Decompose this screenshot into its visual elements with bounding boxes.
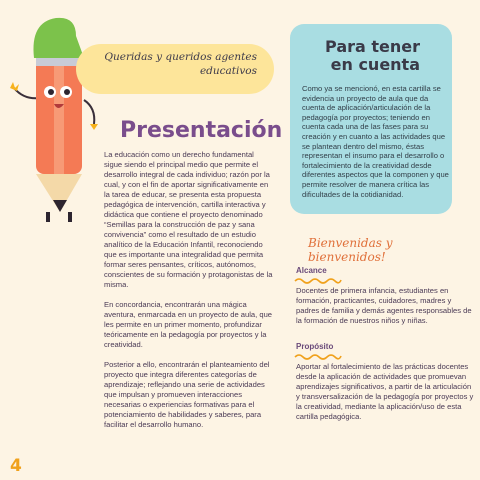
presentation-paragraph-2: En concordancia, encontrarán una mágica aventura, enmarcada en un proyecto de aula, que les permite en un primer momento, profundizar teóricamente en la pedagogía por proyectos y la creatividad. <box>104 300 273 349</box>
purpose-text: Aportar al fortalecimiento de las prácticas docentes desde la aplicación de actividades que promuevan aprendizajes significativos, a partir de la articulación y transversalización de la pedagogía por proyectos y la creatividad, mediante la aplicación/uso de esta cartilla pedagógica. <box>296 362 474 421</box>
note-card-title-line-2: en cuenta <box>330 55 420 74</box>
note-card-title <box>300 38 420 74</box>
purpose-label: Propósito <box>296 342 334 351</box>
greeting-line-2: educativos <box>199 65 257 77</box>
note-card-text: Como ya se mencionó, en esta cartilla se evidencia un proyecto de aula que da cuenta de aplicación/articulación de la pedagogía por proyectos; teniendo en cuenta cada una de las fases para su creación y en cuanto a las actividades que se plantean dentro del mismo, éstas representan el insumo para el desarrollo o fortalecimiento de la creatividad desde diferentes aspectos que la componen y que permite resolver de manera crítica las dificultades de la cotidianidad. <box>302 84 449 199</box>
pencil-mascot-illustration <box>0 0 110 230</box>
scope-label: Alcance <box>296 266 327 275</box>
presentation-paragraph-1: La educación como un derecho fundamental sigue siendo el principal medio que permite el desarrollo integral de cada individuo; razón por la cual, y con el fin de aportar significativamente en la tarea de educar, se presenta esta propuesta pedagógica de intervención, cartilla interactiva y didáctica que contiene el proyecto denominado “Semillas para la construcción de paz y sana convivencia” como el resultado de un estudio analítico de la Educación Infantil, reconociendo que es importante una integralidad que permita formar seres pensantes, críticos, autónomos, conscientes de su formación y protagonistas de la misma. <box>104 150 273 289</box>
presentation-body <box>104 150 274 440</box>
presentation-title: Presentación <box>120 118 283 143</box>
page-number: 4 <box>10 456 22 476</box>
note-card-title-line-1: Para tener <box>325 37 420 56</box>
presentation-paragraph-3: Posterior a ello, encontrarán el planteamiento del proyecto que integra diferentes categorías de aprendizaje; reflejando una serie de actividades que impulsan y promueven interacciones necesarias o experiencias formativas para el potenciamiento de habilidades y saberes, para facilitar el desarrollo humano. <box>104 360 270 429</box>
purpose-wave-decoration <box>294 352 342 360</box>
greeting-line-1: Queridas y queridos agentes <box>104 51 257 63</box>
welcome-heading: Bienvenidas y bienvenidos! <box>308 236 393 264</box>
scope-text: Docentes de primera infancia, estudiantes en formación, practicantes, cuidadores, madres y padres de familia y demás agentes responsables de la formación de nuestros niños y niñas. <box>296 286 472 325</box>
scope-wave-decoration <box>294 276 342 284</box>
greeting-text <box>102 50 257 78</box>
